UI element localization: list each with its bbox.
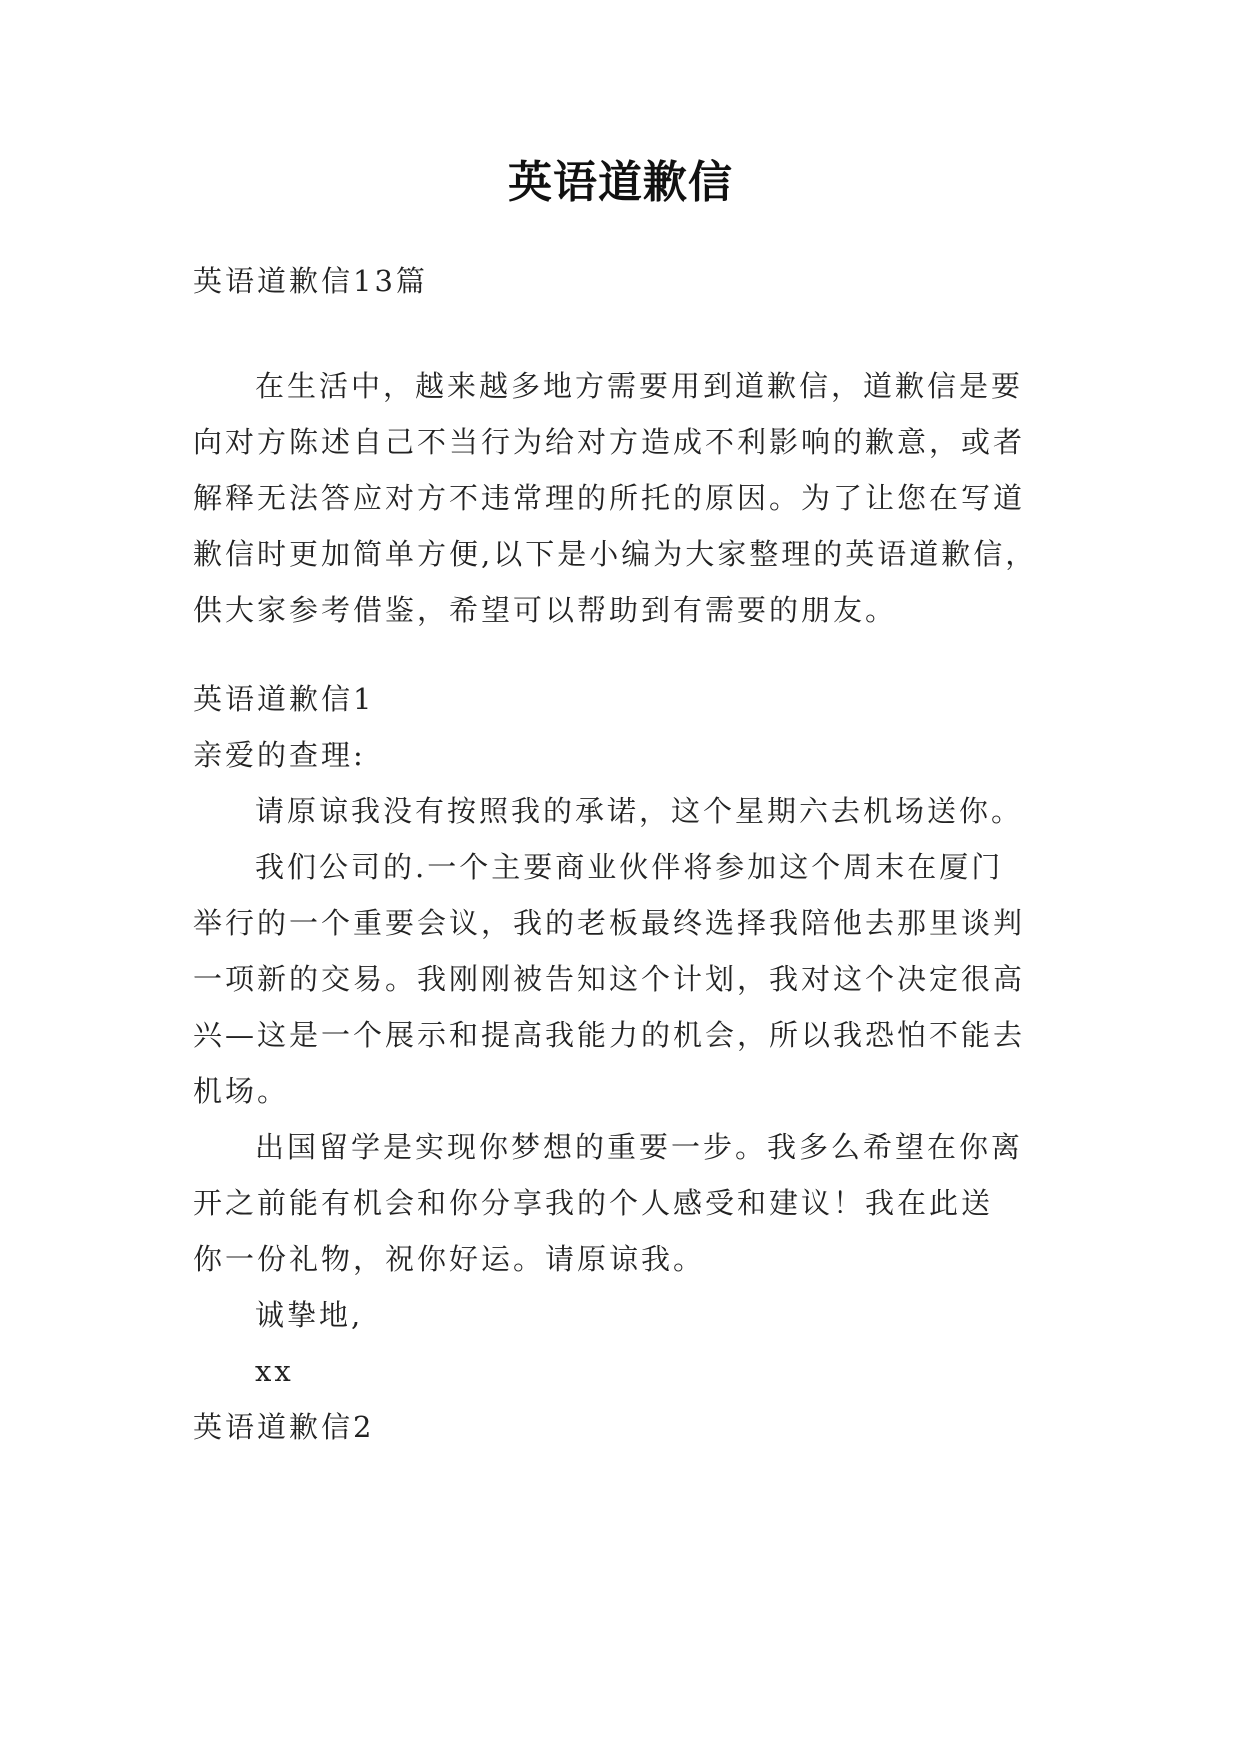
- intro-line: 歉信时更加简单方便,以下是小编为大家整理的英语道歉信，: [193, 537, 1038, 571]
- letter-paragraph-line: 开之前能有机会和你分享我的个人感受和建议！我在此送: [193, 1186, 994, 1220]
- letter-salutation: 亲爱的查理:: [193, 738, 366, 772]
- letter-signature: xx: [255, 1354, 294, 1388]
- letter-paragraph-line: 兴—这是一个展示和提高我能力的机会，所以我恐怕不能去: [193, 1018, 1026, 1052]
- letter-paragraph: 请原谅我没有按照我的承诺，这个星期六去机场送你。: [255, 794, 1024, 828]
- letter-paragraph-line: 出国留学是实现你梦想的重要一步。我多么希望在你离: [255, 1130, 1024, 1164]
- letter-heading: 英语道歉信2: [193, 1410, 375, 1444]
- letter-closing: 诚挚地,: [255, 1298, 364, 1332]
- letter-paragraph-line: 举行的一个重要会议，我的老板最终选择我陪他去那里谈判: [193, 906, 1026, 940]
- intro-line: 在生活中，越来越多地方需要用到道歉信，道歉信是要: [255, 369, 1024, 403]
- intro-line: 解释无法答应对方不违常理的所托的原因。为了让您在写道: [193, 481, 1026, 515]
- letter-paragraph-line: 我们公司的.一个主要商业伙伴将参加这个周末在厦门: [255, 850, 1004, 884]
- document-title: 英语道歉信: [508, 157, 733, 208]
- document-subtitle: [193, 253, 1073, 309]
- letter-1: [193, 671, 1073, 1455]
- intro-line: 向对方陈述自己不当行为给对方造成不利影响的歉意，或者: [193, 425, 1026, 459]
- letter-paragraph-line: 你一份礼物，祝你好运。请原谅我。: [193, 1242, 706, 1276]
- intro-paragraph: [193, 358, 1073, 638]
- letter-paragraph-line: 一项新的交易。我刚刚被告知这个计划，我对这个决定很高: [193, 962, 1026, 996]
- subtitle-text: 英语道歉信13篇: [193, 264, 428, 298]
- letter-heading: 英语道歉信1: [193, 682, 375, 716]
- letter-paragraph-line: 机场。: [193, 1074, 290, 1108]
- intro-line: 供大家参考借鉴，希望可以帮助到有需要的朋友。: [193, 593, 898, 627]
